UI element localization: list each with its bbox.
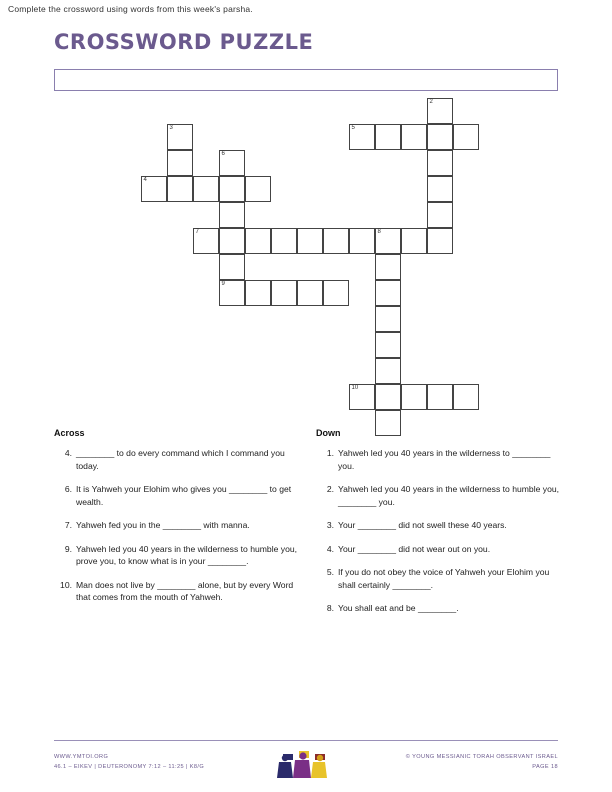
across-clue-list (54, 447, 302, 615)
crossword-cell[interactable] (401, 384, 427, 410)
crossword-cell[interactable] (453, 124, 479, 150)
down-clue-text: Yahweh led you 40 years in the wilderness to humble you, ________ you. (338, 484, 560, 507)
crossword-cell[interactable] (375, 228, 401, 254)
crossword-cell[interactable] (375, 280, 401, 306)
crossword-cell[interactable] (193, 176, 219, 202)
crossword-cell[interactable] (349, 384, 375, 410)
footer-copyright: © YOUNG MESSIANIC TORAH OBSERVANT ISRAEL (405, 754, 558, 760)
crossword-cell[interactable] (401, 124, 427, 150)
down-clue-number: 4. (326, 543, 334, 554)
across-clue-number: 7. (64, 520, 72, 530)
crossword-cell[interactable] (427, 228, 453, 254)
down-clue (316, 483, 564, 508)
crossword-cell[interactable] (219, 176, 245, 202)
crossword-cell[interactable] (245, 176, 271, 202)
crossword-cell[interactable] (219, 280, 245, 306)
crossword-cell[interactable] (427, 202, 453, 228)
cell-number: 3 (169, 125, 173, 131)
footer-left (54, 752, 204, 772)
cell-number: 8 (377, 229, 381, 235)
cell-number: 2 (429, 99, 433, 105)
crossword-cell[interactable] (141, 176, 167, 202)
crossword-cell[interactable] (349, 124, 375, 150)
across-heading: Across (54, 428, 85, 438)
across-clue (54, 543, 302, 568)
crossword-cell[interactable] (271, 228, 297, 254)
page-title: CROSSWORD PUZZLE (54, 30, 314, 54)
down-heading: Down (316, 428, 341, 438)
crossword-cell[interactable] (375, 306, 401, 332)
down-clue-number: 8. (326, 603, 334, 613)
across-clue-number: 6. (64, 484, 72, 494)
crossword-cell[interactable] (427, 384, 453, 410)
crossword-cell[interactable] (297, 228, 323, 254)
crossword-cell[interactable] (375, 124, 401, 150)
crossword-cell[interactable] (219, 228, 245, 254)
crossword-cell[interactable] (375, 332, 401, 358)
crossword-cell[interactable] (375, 384, 401, 410)
down-clue-text: Your ________ did not wear out on you. (338, 543, 491, 554)
down-clue-list (316, 447, 564, 626)
crossword-cell[interactable] (323, 280, 349, 306)
crossword-cell[interactable] (245, 228, 271, 254)
cell-number: 4 (143, 177, 147, 183)
crossword-cell[interactable] (401, 228, 427, 254)
across-clue-text: Yahweh led you 40 years in the wilderness to humble you, prove you, to know what is in your ________. (76, 543, 298, 566)
across-clue-text: It is Yahweh your Elohim who gives you ________ to get wealth. (76, 484, 292, 507)
crossword-cell[interactable] (323, 228, 349, 254)
cell-number: 6 (221, 151, 225, 157)
across-clue (54, 483, 302, 508)
across-clue-number: 10. (60, 579, 72, 590)
across-clue-text: ________ to do every command which I command you today. (76, 448, 285, 471)
footer-website: WWW.YMTOI.ORG (54, 754, 109, 760)
down-clue-text: If you do not obey the voice of Yahweh your Elohim you shall certainly ________. (338, 567, 550, 590)
crossword-cell[interactable] (219, 150, 245, 176)
cell-number: 5 (351, 125, 355, 131)
down-clue-number: 1. (326, 448, 334, 458)
crossword-cell[interactable] (375, 254, 401, 280)
down-clue-text: Yahweh led you 40 years in the wilderness to ________ you. (338, 448, 551, 471)
down-clue (316, 447, 564, 472)
across-clue-number: 9. (64, 543, 72, 554)
cell-number: 10 (351, 385, 359, 391)
down-clue-text: You shall eat and be ________. (338, 603, 459, 613)
footer-divider (54, 740, 558, 741)
across-clue (54, 579, 302, 604)
across-clue (54, 447, 302, 472)
down-clue-number: 3. (326, 520, 334, 530)
across-clue-text: Yahweh fed you in the ________ with manna. (76, 520, 250, 530)
crossword-cell[interactable] (349, 228, 375, 254)
organization-logo-icon (271, 748, 341, 782)
crossword-cell[interactable] (245, 280, 271, 306)
crossword-cell[interactable] (427, 176, 453, 202)
footer-right (406, 752, 558, 772)
across-clue (54, 519, 302, 532)
across-clue-text: Man does not live by ________ alone, but by every Word that comes from the mouth of Yahweh. (76, 579, 294, 602)
footer-page-number: PAGE 18 (532, 764, 558, 770)
crossword-cell[interactable] (167, 124, 193, 150)
crossword-cell[interactable] (375, 410, 401, 436)
crossword-cell[interactable] (453, 384, 479, 410)
crossword-cell[interactable] (427, 150, 453, 176)
crossword-cell[interactable] (167, 150, 193, 176)
crossword-cell[interactable] (427, 124, 453, 150)
crossword-cell[interactable] (427, 98, 453, 124)
cell-number: 9 (221, 281, 225, 287)
cell-number: 7 (195, 229, 199, 235)
down-clue (316, 566, 564, 591)
crossword-cell[interactable] (193, 228, 219, 254)
down-clue (316, 519, 564, 532)
crossword-cell[interactable] (219, 202, 245, 228)
down-clue-number: 2. (326, 484, 334, 494)
down-clue-text: Your ________ did not swell these 40 years. (338, 520, 507, 530)
down-clue-number: 5. (326, 567, 334, 577)
down-clue (316, 602, 564, 615)
crossword-cell[interactable] (271, 280, 297, 306)
down-clue (316, 543, 564, 556)
crossword-cell[interactable] (167, 176, 193, 202)
across-clue-number: 4. (64, 448, 72, 458)
crossword-cell[interactable] (219, 254, 245, 280)
instruction-text: Complete the crossword using words from this week's parsha. (8, 4, 253, 14)
footer-reference: 46.1 – EIKEV | DEUTERONOMY 7:12 – 11:25 | K8/G (54, 764, 205, 770)
crossword-cell[interactable] (297, 280, 323, 306)
crossword-cell[interactable] (375, 358, 401, 384)
